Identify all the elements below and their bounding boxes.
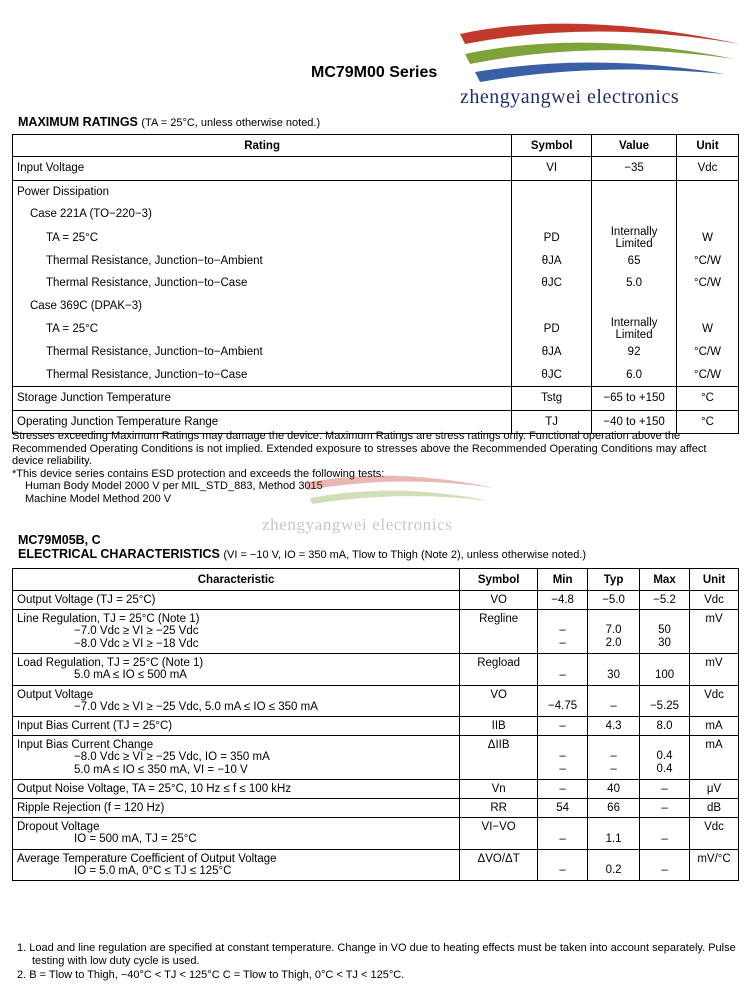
min-value: – — [559, 624, 566, 636]
unit-cell: W — [677, 317, 739, 341]
rating-cell: Case 369C (DPAK−3) — [13, 295, 512, 318]
test-condition: IO = 500 mA, TJ = 25°C — [74, 833, 197, 845]
hbm-note: Human Body Model 2000 V per MIL_STD_883, Method 3015 — [25, 480, 323, 492]
characteristic-cell — [13, 736, 460, 780]
value-cell: −65 to +150 — [592, 387, 677, 411]
min-cell — [538, 799, 588, 818]
max-cell — [640, 818, 690, 850]
max-ratings-heading: MAXIMUM RATINGS (TA = 25°C, unless otherwise noted.) — [18, 115, 321, 129]
unit-cell — [677, 295, 739, 318]
elec-condition: (VI = −10 V, IO = 350 mA, Tlow to Thigh (Note 2), unless otherwise noted.) — [223, 549, 587, 561]
unit-cell: dB — [690, 799, 739, 818]
max-ratings-row — [13, 341, 739, 364]
logo-swoosh-graphic — [455, 14, 745, 89]
rating-cell: TA = 25°C — [13, 226, 512, 250]
min-cell — [538, 717, 588, 736]
characteristic-cell — [13, 717, 460, 736]
esd-note: *This device series contains ESD protection and exceeds the following tests: — [12, 467, 385, 480]
max-cell — [640, 799, 690, 818]
typ-value: 30 — [607, 668, 620, 681]
max-cell — [640, 591, 690, 610]
series-title: MC79M00 Series — [311, 64, 438, 81]
symbol-cell: RR — [460, 799, 538, 818]
value-cell: 92 — [592, 341, 677, 364]
unit-cell: mA — [690, 736, 739, 780]
elec-char-row — [13, 780, 739, 799]
test-condition: −8.0 Vdc ≥ VI ≥ −18 Vdc — [74, 637, 199, 650]
max-ratings-row — [13, 272, 739, 295]
characteristic-name: Line Regulation, TJ = 25°C (Note 1) — [17, 613, 200, 625]
value-cell — [592, 295, 677, 318]
watermark-swoosh-graphic — [300, 468, 500, 513]
typ-value: 7.0 — [605, 624, 622, 636]
unit-cell: mV — [690, 610, 739, 654]
max-ratings-table — [12, 134, 739, 434]
max-value: – — [661, 864, 668, 876]
max-ratings-row — [13, 180, 739, 203]
col-header-max: Max — [640, 569, 690, 591]
characteristic-name: Output Noise Voltage, TA = 25°C, 10 Hz ≤ f ≤ 100 kHz — [17, 783, 292, 795]
max-cell — [640, 654, 690, 686]
part-number-heading: MC79M05B, C — [18, 533, 101, 547]
value-cell: 65 — [592, 250, 677, 273]
elec-char-row — [13, 654, 739, 686]
symbol-cell: PD — [512, 226, 592, 250]
elec-notes — [17, 942, 739, 982]
max-ratings-row — [13, 317, 739, 341]
symbol-cell: θJA — [512, 341, 592, 364]
elec-char-heading: ELECTRICAL CHARACTERISTICS (VI = −10 V, IO = 350 mA, Tlow to Thigh (Note 2), unless otherwise noted.) — [18, 547, 587, 561]
max-cell — [640, 780, 690, 799]
max-ratings-row — [13, 157, 739, 181]
characteristic-name: Load Regulation, TJ = 25°C (Note 1) — [17, 657, 204, 669]
max-ratings-row — [13, 364, 739, 387]
characteristic-name: Input Bias Current (TJ = 25°C) — [17, 720, 173, 732]
symbol-cell: VO — [460, 685, 538, 717]
symbol-cell: θJC — [512, 364, 592, 387]
min-cell — [538, 780, 588, 799]
max-ratings-row — [13, 250, 739, 273]
typ-value: 4.3 — [605, 720, 622, 732]
typ-cell — [588, 849, 640, 881]
test-condition: −7.0 Vdc ≥ VI ≥ −25 Vdc, 5.0 mA ≤ IO ≤ 350 mA — [74, 700, 318, 713]
unit-cell: mV — [690, 654, 739, 686]
symbol-cell: VO — [460, 591, 538, 610]
min-value: −4.8 — [551, 594, 574, 606]
col-header-characteristic: Characteristic — [13, 569, 460, 591]
symbol-cell: ΔIIB — [460, 736, 538, 780]
elec-char-row — [13, 799, 739, 818]
unit-cell: mA — [690, 717, 739, 736]
symbol-cell: Vn — [460, 780, 538, 799]
test-condition: IO = 5.0 mA, 0°C ≤ TJ ≤ 125°C — [74, 864, 232, 877]
max-cell — [640, 736, 690, 780]
min-cell — [538, 610, 588, 654]
max-value: – — [661, 802, 668, 814]
min-value: – — [559, 668, 566, 681]
test-condition: −8.0 Vdc ≥ VI ≥ −25 Vdc, IO = 350 mA — [74, 751, 270, 763]
typ-value: 40 — [607, 783, 620, 795]
unit-cell: °C — [677, 410, 739, 434]
min-value: 54 — [556, 802, 569, 814]
watermark-text: zhengyangwei electronics — [262, 515, 453, 534]
max-ratings-row — [13, 226, 739, 250]
unit-cell: Vdc — [690, 818, 739, 850]
test-condition: 5.0 mA ≤ IO ≤ 350 mA, VI = −10 V — [74, 763, 248, 776]
typ-cell — [588, 685, 640, 717]
min-value: – — [559, 864, 566, 876]
typ-value: – — [610, 750, 617, 762]
characteristic-cell — [13, 799, 460, 818]
elec-header-row — [13, 569, 739, 591]
typ-cell — [588, 780, 640, 799]
col-header-symbol: Symbol — [512, 135, 592, 157]
rating-cell: Case 221A (TO−220−3) — [13, 203, 512, 226]
unit-cell — [677, 203, 739, 226]
test-condition: 5.0 mA ≤ IO ≤ 500 mA — [74, 669, 187, 681]
stress-note: Stresses exceeding Maximum Ratings may damage the device. Maximum Ratings are stress ratings only. Functional operation above the Recommended Operating Conditions is not implied. Extended exposure to stresses above the Recommended Operating Conditions may affect device reliability. — [12, 430, 707, 467]
col-header-unit: Unit — [677, 135, 739, 157]
unit-cell: °C/W — [677, 341, 739, 364]
typ-cell — [588, 736, 640, 780]
unit-cell: Vdc — [677, 157, 739, 181]
characteristic-cell — [13, 818, 460, 850]
symbol-cell: TJ — [512, 410, 592, 434]
characteristic-cell — [13, 654, 460, 686]
elec-char-row — [13, 818, 739, 850]
typ-cell — [588, 799, 640, 818]
min-cell — [538, 818, 588, 850]
min-value: −4.75 — [548, 700, 578, 712]
characteristic-name: Ripple Rejection (f = 120 Hz) — [17, 802, 165, 814]
rating-cell: Thermal Resistance, Junction−to−Ambient — [13, 250, 512, 273]
max-ratings-row — [13, 387, 739, 411]
value-cell: −40 to +150 — [592, 410, 677, 434]
max-value: – — [661, 783, 668, 795]
symbol-cell: θJA — [512, 250, 592, 273]
max-ratings-row — [13, 295, 739, 318]
min-cell — [538, 591, 588, 610]
unit-cell: mV/°C — [690, 849, 739, 881]
note-2: 2. B = Tlow to Thigh, −40°C < TJ < 125°C C = Tlow to Thigh, 0°C < TJ < 125°C. — [17, 969, 405, 981]
col-header-rating: Rating — [13, 135, 512, 157]
value-cell — [592, 180, 677, 203]
min-value: – — [559, 720, 566, 732]
max-ratings-row — [13, 203, 739, 226]
typ-value: 1.1 — [605, 832, 622, 845]
value-cell — [592, 203, 677, 226]
typ-cell — [588, 610, 640, 654]
max-value: 100 — [654, 668, 675, 681]
min-value: – — [559, 783, 566, 795]
elec-char-row — [13, 717, 739, 736]
symbol-cell — [512, 295, 592, 318]
characteristic-cell — [13, 849, 460, 881]
min-cell — [538, 736, 588, 780]
col-header-symbol: Symbol — [460, 569, 538, 591]
rating-cell: Thermal Resistance, Junction−to−Case — [13, 364, 512, 387]
value-cell: 5.0 — [592, 272, 677, 295]
elec-char-row — [13, 610, 739, 654]
rating-cell: Storage Junction Temperature — [13, 387, 512, 411]
symbol-cell: PD — [512, 317, 592, 341]
characteristic-name: Dropout Voltage — [17, 821, 100, 833]
rating-cell: TA = 25°C — [13, 317, 512, 341]
value-cell: Internally Limited — [592, 317, 677, 341]
mm-note: Machine Model Method 200 V — [25, 492, 172, 505]
rating-cell: Input Voltage — [13, 157, 512, 181]
elec-char-row — [13, 736, 739, 780]
col-header-min: Min — [538, 569, 588, 591]
unit-cell: Vdc — [690, 591, 739, 610]
typ-value: 66 — [607, 802, 620, 814]
symbol-cell — [512, 180, 592, 203]
max-value: – — [661, 832, 668, 845]
max-value: 30 — [658, 637, 671, 649]
rating-cell: Thermal Resistance, Junction−to−Ambient — [13, 341, 512, 364]
value-cell: Internally Limited — [592, 226, 677, 250]
symbol-cell: θJC — [512, 272, 592, 295]
typ-cell — [588, 654, 640, 686]
typ-cell — [588, 591, 640, 610]
symbol-cell: Tstg — [512, 387, 592, 411]
typ-value: −5.0 — [602, 594, 625, 606]
symbol-cell: VI−VO — [460, 818, 538, 850]
elec-char-row — [13, 591, 739, 610]
unit-cell — [677, 180, 739, 203]
symbol-cell: ΔVO/ΔT — [460, 849, 538, 881]
rating-cell: Thermal Resistance, Junction−to−Case — [13, 272, 512, 295]
symbol-cell: Regload — [460, 654, 538, 686]
characteristic-cell — [13, 591, 460, 610]
value-cell: −35 — [592, 157, 677, 181]
min-value: – — [559, 750, 566, 762]
unit-cell: °C/W — [677, 272, 739, 295]
max-value: −5.25 — [649, 700, 680, 712]
max-value: 8.0 — [656, 720, 673, 732]
unit-cell: μV — [690, 780, 739, 799]
min-value: – — [559, 637, 566, 649]
brand-logo-text: zhengyangwei electronics — [460, 86, 680, 108]
typ-value: 2.0 — [605, 637, 622, 649]
elec-heading-block — [18, 533, 586, 561]
rating-cell: Power Dissipation — [13, 180, 512, 203]
col-header-unit: Unit — [690, 569, 739, 591]
characteristic-name: Output Voltage — [17, 688, 94, 701]
max-value: 0.4 — [656, 750, 673, 762]
symbol-cell: VI — [512, 157, 592, 181]
characteristic-name: Average Temperature Coefficient of Output Voltage — [17, 852, 277, 865]
value-cell: 6.0 — [592, 364, 677, 387]
symbol-cell — [512, 203, 592, 226]
unit-cell: °C/W — [677, 364, 739, 387]
unit-cell: Vdc — [690, 685, 739, 717]
typ-value: 0.2 — [605, 864, 622, 876]
unit-cell: °C — [677, 387, 739, 411]
test-condition: −7.0 Vdc ≥ VI ≥ −25 Vdc — [74, 625, 199, 637]
max-value: −5.2 — [653, 594, 676, 606]
max-cell — [640, 717, 690, 736]
max-value: 0.4 — [656, 763, 673, 775]
elec-char-row — [13, 849, 739, 881]
characteristic-name: Output Voltage (TJ = 25°C) — [17, 594, 156, 606]
rating-cell: Operating Junction Temperature Range — [13, 410, 512, 434]
note-1: 1. Load and line regulation are specified at constant temperature. Change in VO due to heating effects must be taken into account separately. Pulse testing with low duty cycle is used. — [17, 942, 736, 967]
max-cell — [640, 610, 690, 654]
elec-char-row — [13, 685, 739, 717]
characteristic-cell — [13, 685, 460, 717]
characteristic-cell — [13, 780, 460, 799]
max-cell — [640, 849, 690, 881]
min-cell — [538, 654, 588, 686]
min-value: – — [559, 832, 566, 845]
typ-value: – — [610, 763, 617, 775]
min-cell — [538, 849, 588, 881]
min-cell — [538, 685, 588, 717]
unit-cell: W — [677, 226, 739, 250]
symbol-cell: IIB — [460, 717, 538, 736]
elec-char-table — [12, 568, 739, 881]
min-value: – — [559, 763, 566, 775]
typ-value: – — [610, 700, 617, 712]
max-ratings-header-row — [13, 135, 739, 157]
characteristic-cell — [13, 610, 460, 654]
unit-cell: °C/W — [677, 250, 739, 273]
max-value: 50 — [658, 624, 671, 636]
characteristic-name: Input Bias Current Change — [17, 739, 154, 751]
max-ratings-condition: (TA = 25°C, unless otherwise noted.) — [141, 117, 321, 129]
typ-cell — [588, 717, 640, 736]
typ-cell — [588, 818, 640, 850]
max-cell — [640, 685, 690, 717]
col-header-typ: Typ — [588, 569, 640, 591]
col-header-value: Value — [592, 135, 677, 157]
symbol-cell: Regline — [460, 610, 538, 654]
